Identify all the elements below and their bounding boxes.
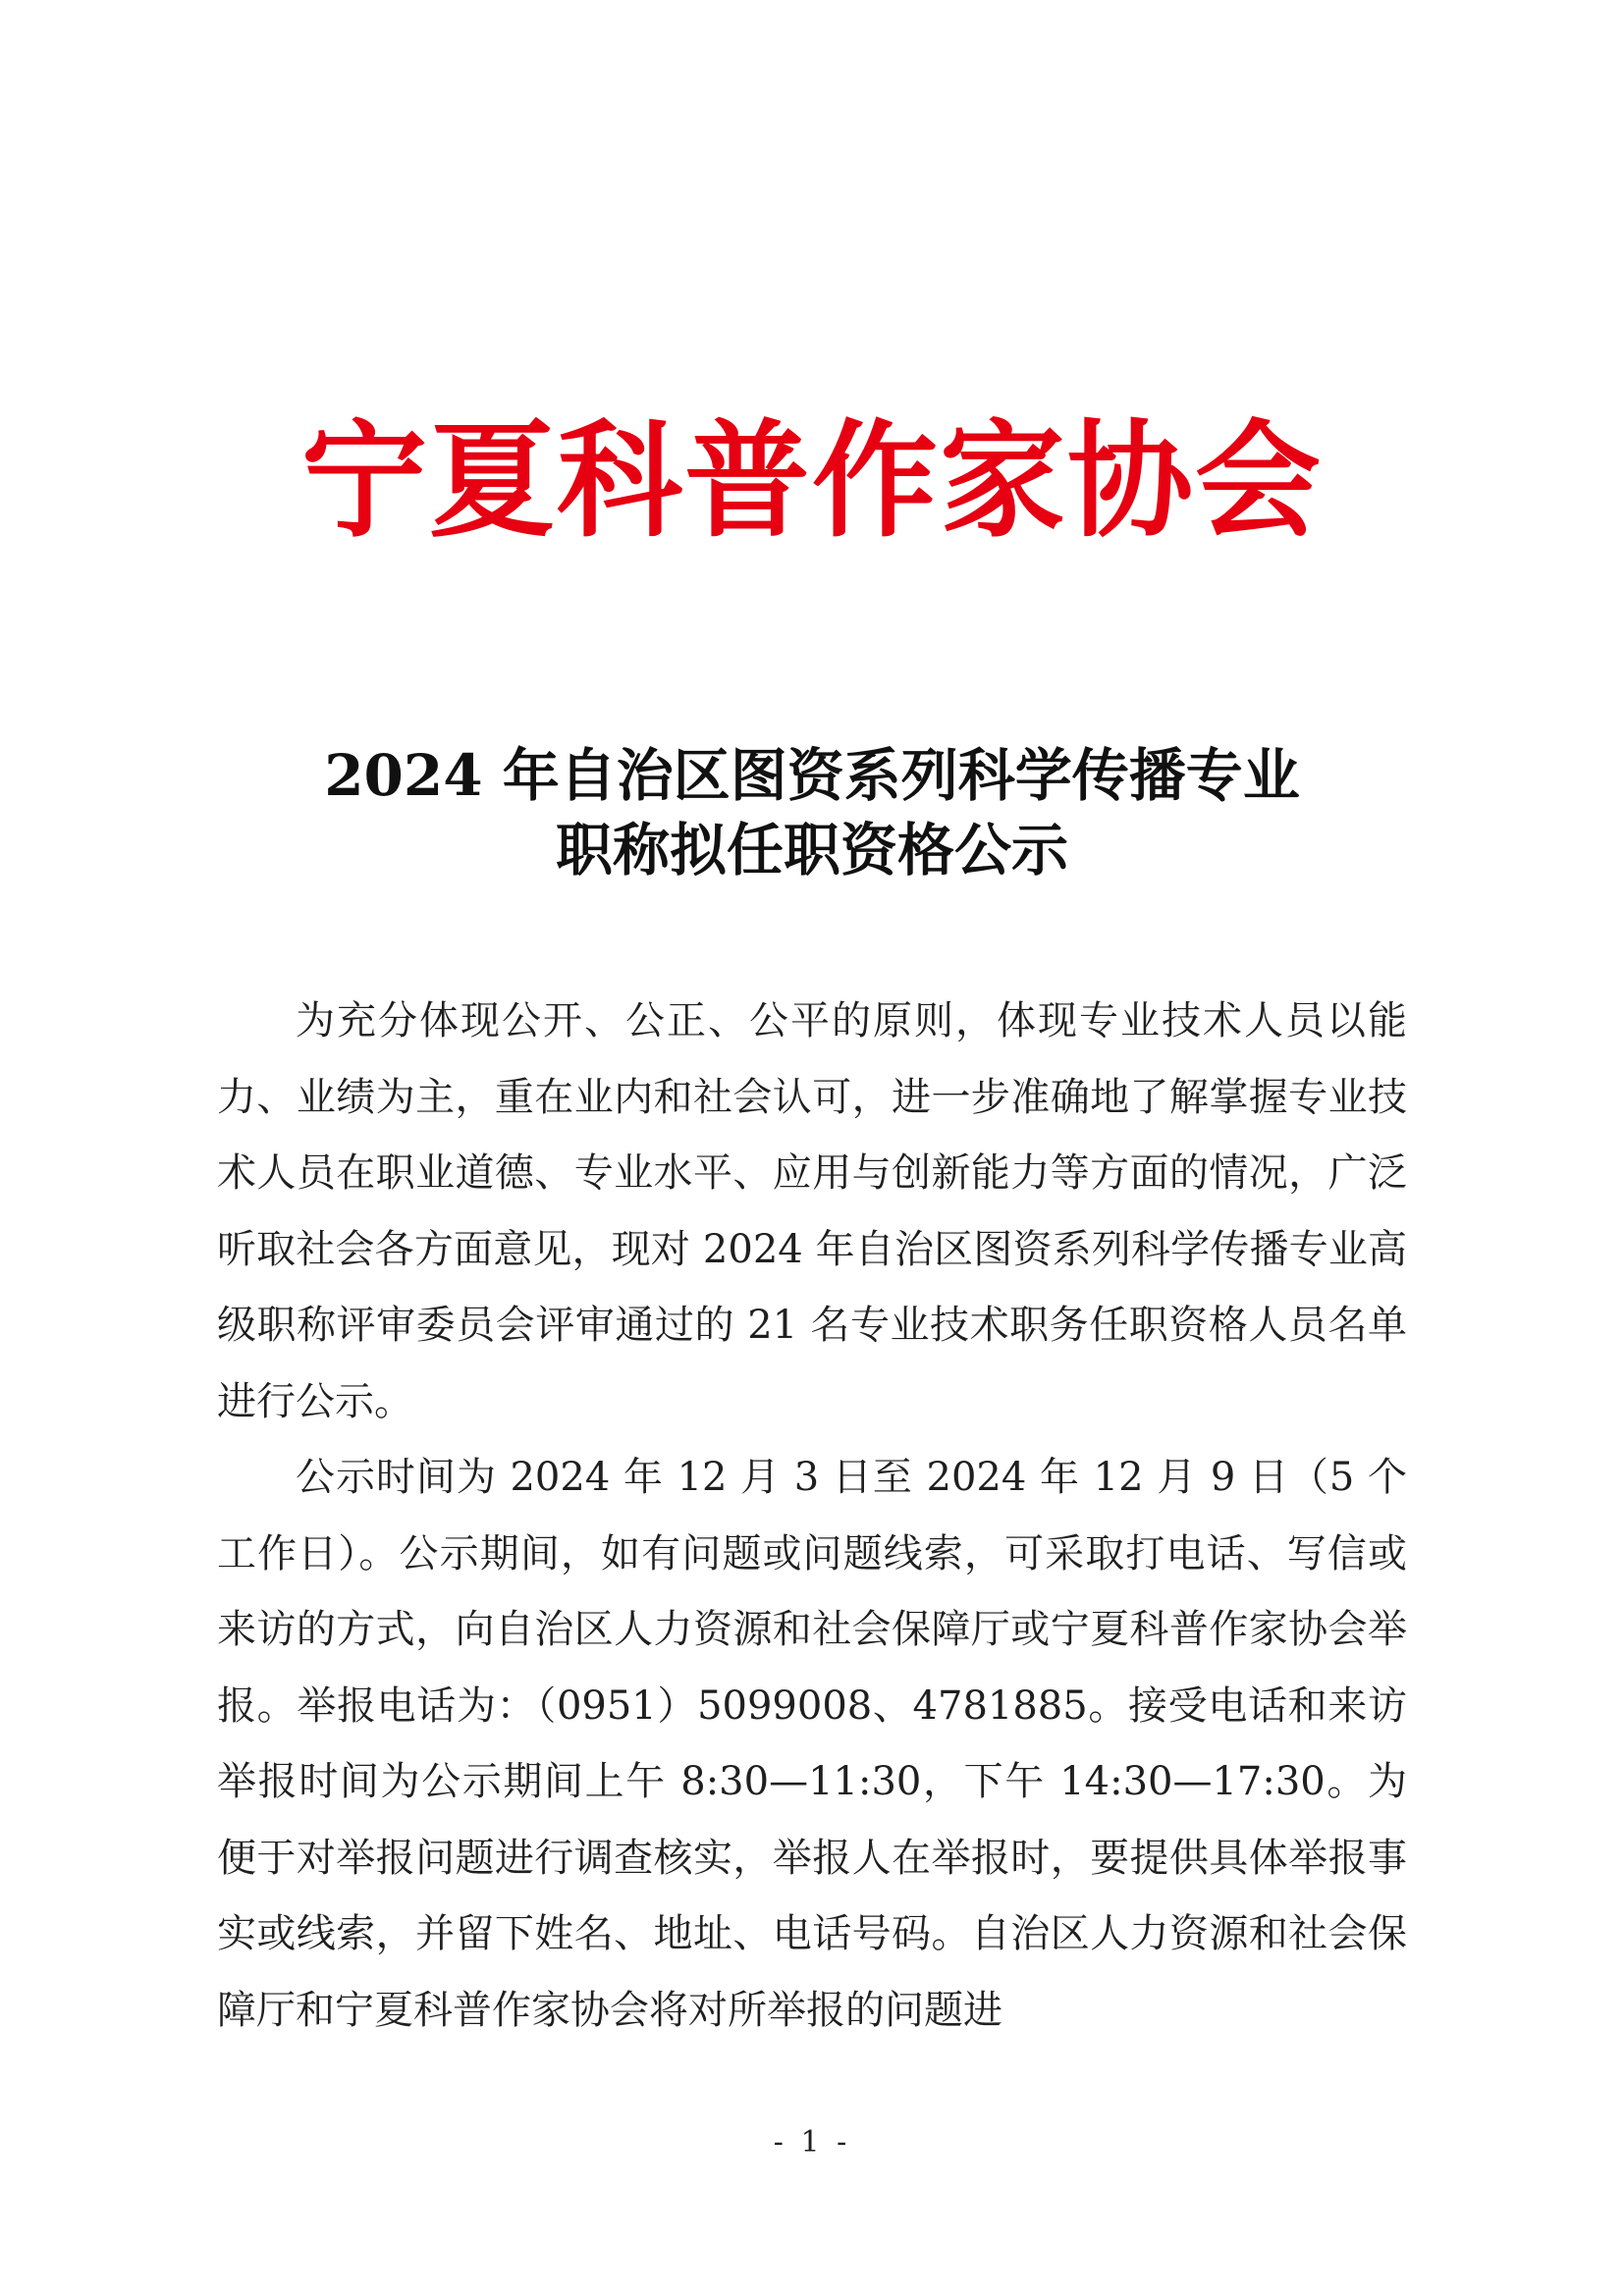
document-title-line-1: 2024 年自治区图资系列科学传播专业 [324,742,1300,809]
body-paragraph-1: 为充分体现公开、公正、公平的原则，体现专业技术人员以能力、业绩为主，重在业内和社会认可，进一步准确地了解掌握专业技术人员在职业道德、专业水平、应用与创新能力等方面的情况，广泛听取社会各方面意见，现对 2024 年自治区图资系列科学传播专业高级职称评审委员会评审通过的 21 名专业技术职务任职资格人员名单进行公示。 [217,998,1407,1424]
body-paragraph-2: 公示时间为 2024 年 12 月 3 日至 2024 年 12 月 9 日（5 个工作日）。公示期间，如有问题或问题线索，可采取打电话、写信或来访的方式，向自治区人力资源和社会保障厅或宁夏科普作家协会举报。举报电话为：（0951）5099008、4781885。接受电话和来访举报时间为公示期间上午 8:30—11:30，下午 14:30—17:30。为便于对举报问题进行调查核实，举报人在举报时，要提供具体举报事实或线索，并留下姓名、地址、电话号码。自治区人力资源和社会保障厅和宁夏科普作家协会将对所举报的问题进 [217,1455,1407,2033]
document-body [217,984,1407,2049]
document-title [0,738,1624,887]
organization-header: 宁夏科普作家协会 [300,407,1323,555]
page-number: - 1 - [773,2125,851,2160]
document-title-line-2: 职称拟任职资格公示 [555,817,1068,883]
